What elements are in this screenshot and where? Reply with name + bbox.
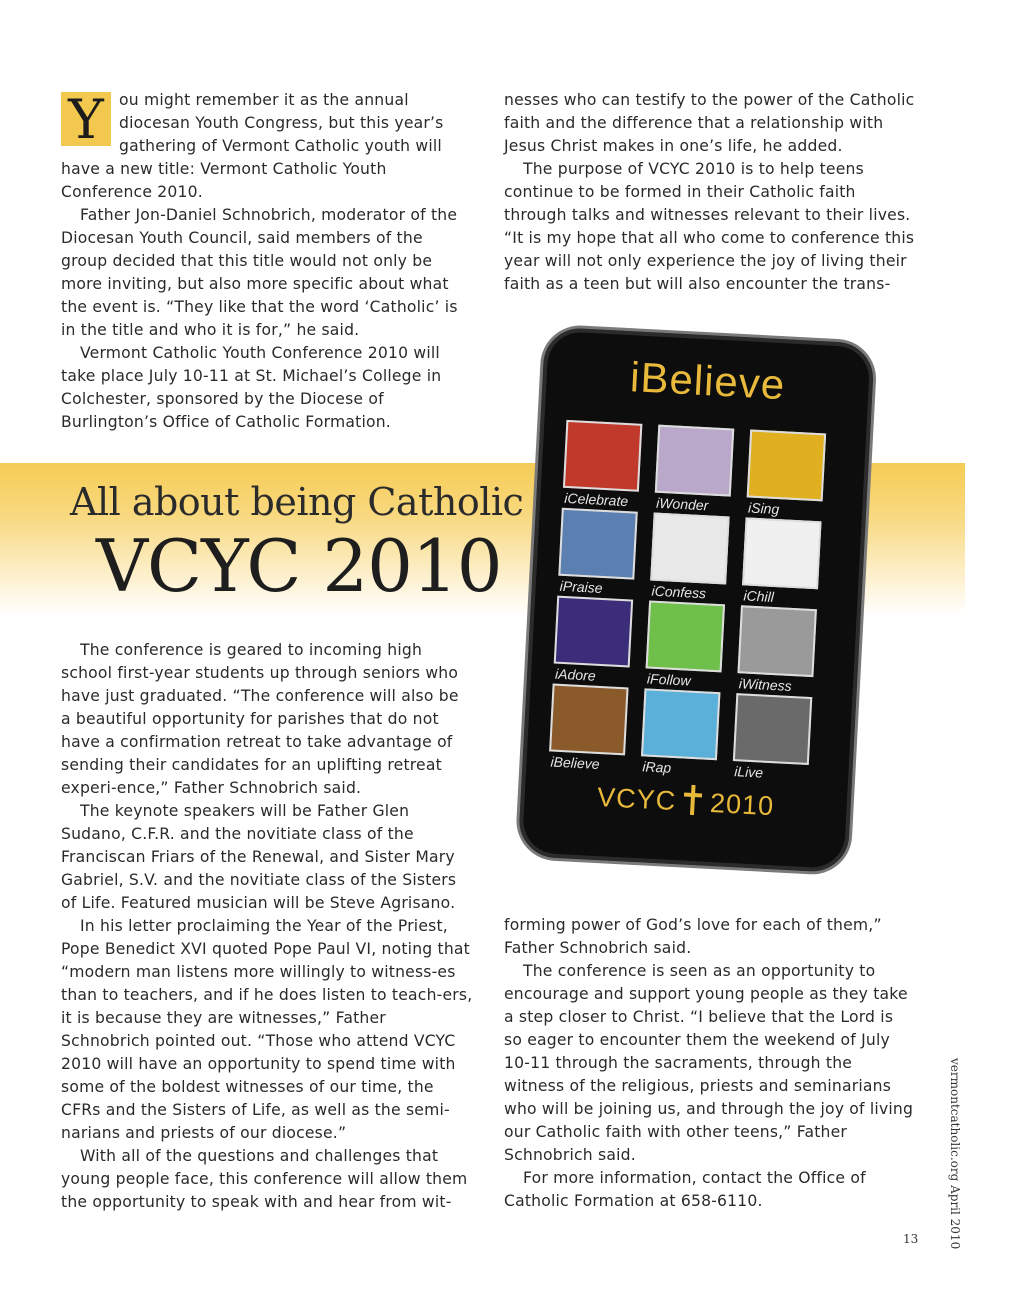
- app-label: iLive: [733, 763, 764, 781]
- app-label: iWitness: [738, 675, 793, 695]
- phone-illustration: [514, 323, 882, 885]
- chalice-icon: [563, 420, 642, 492]
- paragraph: Father Jon-Daniel Schnobrich, moderator of the Diocesan Youth Council, said members of the group decided that this title would not only be more inviting, but also more specific about what the event is. “They like that the word ‘Catholic’ is in the title and who it is for,” he said.: [61, 206, 458, 339]
- eye-icon: [737, 605, 816, 677]
- app-label: iRap: [642, 758, 672, 776]
- cross-icon: [683, 785, 703, 816]
- drop-cap: Y: [61, 92, 111, 146]
- sidebar-credit: [948, 1058, 964, 1250]
- app-label: iChill: [743, 587, 775, 605]
- paragraph: nesses who can testify to the power of the Catholic faith and the difference that a relationship with Jesus Christ makes in one’s life, he added.: [504, 91, 915, 155]
- cross-paper-icon: [650, 513, 729, 585]
- paragraph: In his letter proclaiming the Year of the Priest, Pope Benedict XVI quoted Pope Paul VI, noting that “modern man listens more willingly to witness-es than to teachers, and if he does listen to teach-ers, it is because they are witnesses,” Father Schnobrich pointed out. “Those who attend VCYC 2010 will have an opportunity to spend time with some of the boldest witnesses of our time, the CFRs and the Sisters of Life, as well as the semi-narians and priests of our diocese.”: [61, 917, 473, 1142]
- monstrance-icon: [554, 596, 633, 668]
- paragraph: ou might remember it as the annual diocesan Youth Congress, but this year’s gathering of Vermont Catholic youth will have a new title: Vermont Catholic Youth Conference 2010.: [61, 91, 444, 201]
- paragraph: forming power of God’s love for each of them,” Father Schnobrich said.: [504, 916, 882, 957]
- app-label: iCelebrate: [563, 489, 629, 510]
- paragraph: The keynote speakers will be Father Glen Sudano, C.F.R. and the novitiate class of the Franciscan Friars of the Renewal, and Sister Mary Gabriel, S.V. and the novitiate class of the Sisters of Life. Featured musician will be Steve Agrisano.: [61, 802, 457, 912]
- raised-arms-icon: [558, 508, 637, 580]
- praying-hands-icon: [641, 688, 720, 760]
- app-label: iPraise: [559, 577, 603, 596]
- phone-footer-left: VCYC: [596, 782, 677, 817]
- column-right-top: [504, 89, 916, 296]
- question-marks-icon: [655, 425, 734, 497]
- app-label: iWonder: [655, 494, 709, 514]
- kicker: All about being Catholic: [70, 480, 524, 524]
- paragraph: Vermont Catholic Youth Conference 2010 will take place July 10-11 at St. Michael’s College in Colchester, sponsored by the Diocese of Burlington’s Office of Catholic Formation.: [61, 344, 442, 431]
- column-right-bottom: [504, 914, 916, 1213]
- phone-body: [514, 323, 878, 876]
- app-grid: [545, 327, 875, 781]
- phone-footer-right: 2010: [709, 787, 775, 822]
- headline: VCYC 2010: [96, 524, 502, 608]
- light-sphere-icon: [733, 693, 812, 765]
- app-label: iSing: [747, 499, 780, 518]
- app-label: iFollow: [646, 670, 691, 689]
- trinity-knot-icon: [549, 684, 628, 756]
- sidebar-text: vermontcatholic.org April 2010: [948, 1058, 962, 1250]
- paragraph: The conference is seen as an opportunity to encourage and support young people as they take a step closer to Christ. “I believe that the Lord is so eager to encounter them the weekend of July 10-11 through the sacraments, through the witness of the religious, priests and seminarians who will be joining us, and through the joy of living our Catholic faith with other teens,” Father Schnobrich said.: [504, 962, 914, 1164]
- paragraph: For more information, contact the Office of Catholic Formation at 658-6110.: [504, 1169, 866, 1210]
- app-label: iAdore: [554, 665, 597, 684]
- phone-footer: [520, 776, 851, 826]
- paragraph: The purpose of VCYC 2010 is to help teens continue to be formed in their Catholic faith through talks and witnesses relevant to their lives. “It is my hope that all who come to conference this year will not only experience the joy of living their faith as a teen but will also encounter the trans-: [504, 160, 915, 293]
- coffee-cup-icon: [742, 517, 821, 589]
- column-left-top: [61, 89, 473, 434]
- footprints-icon: [646, 600, 725, 672]
- paragraph: With all of the questions and challenges that young people face, this conference will allow them the opportunity to speak with and hear from wit-: [61, 1147, 468, 1211]
- phone-title: iBelieve: [629, 353, 787, 409]
- column-left-bottom: [61, 639, 473, 1214]
- app-label: iConfess: [651, 582, 707, 602]
- page-number: 13: [903, 1232, 919, 1246]
- app-label: iBelieve: [550, 753, 600, 773]
- singer-silhouette-icon: [747, 429, 826, 501]
- paragraph: The conference is geared to incoming high school first-year students up through seniors who have just graduated. “The conference will also be a beautiful opportunity for parishes that do not have a confirmation retreat to take advantage of sending their candidates for an uplifting retreat experi-ence,” Father Schnobrich said.: [61, 641, 459, 797]
